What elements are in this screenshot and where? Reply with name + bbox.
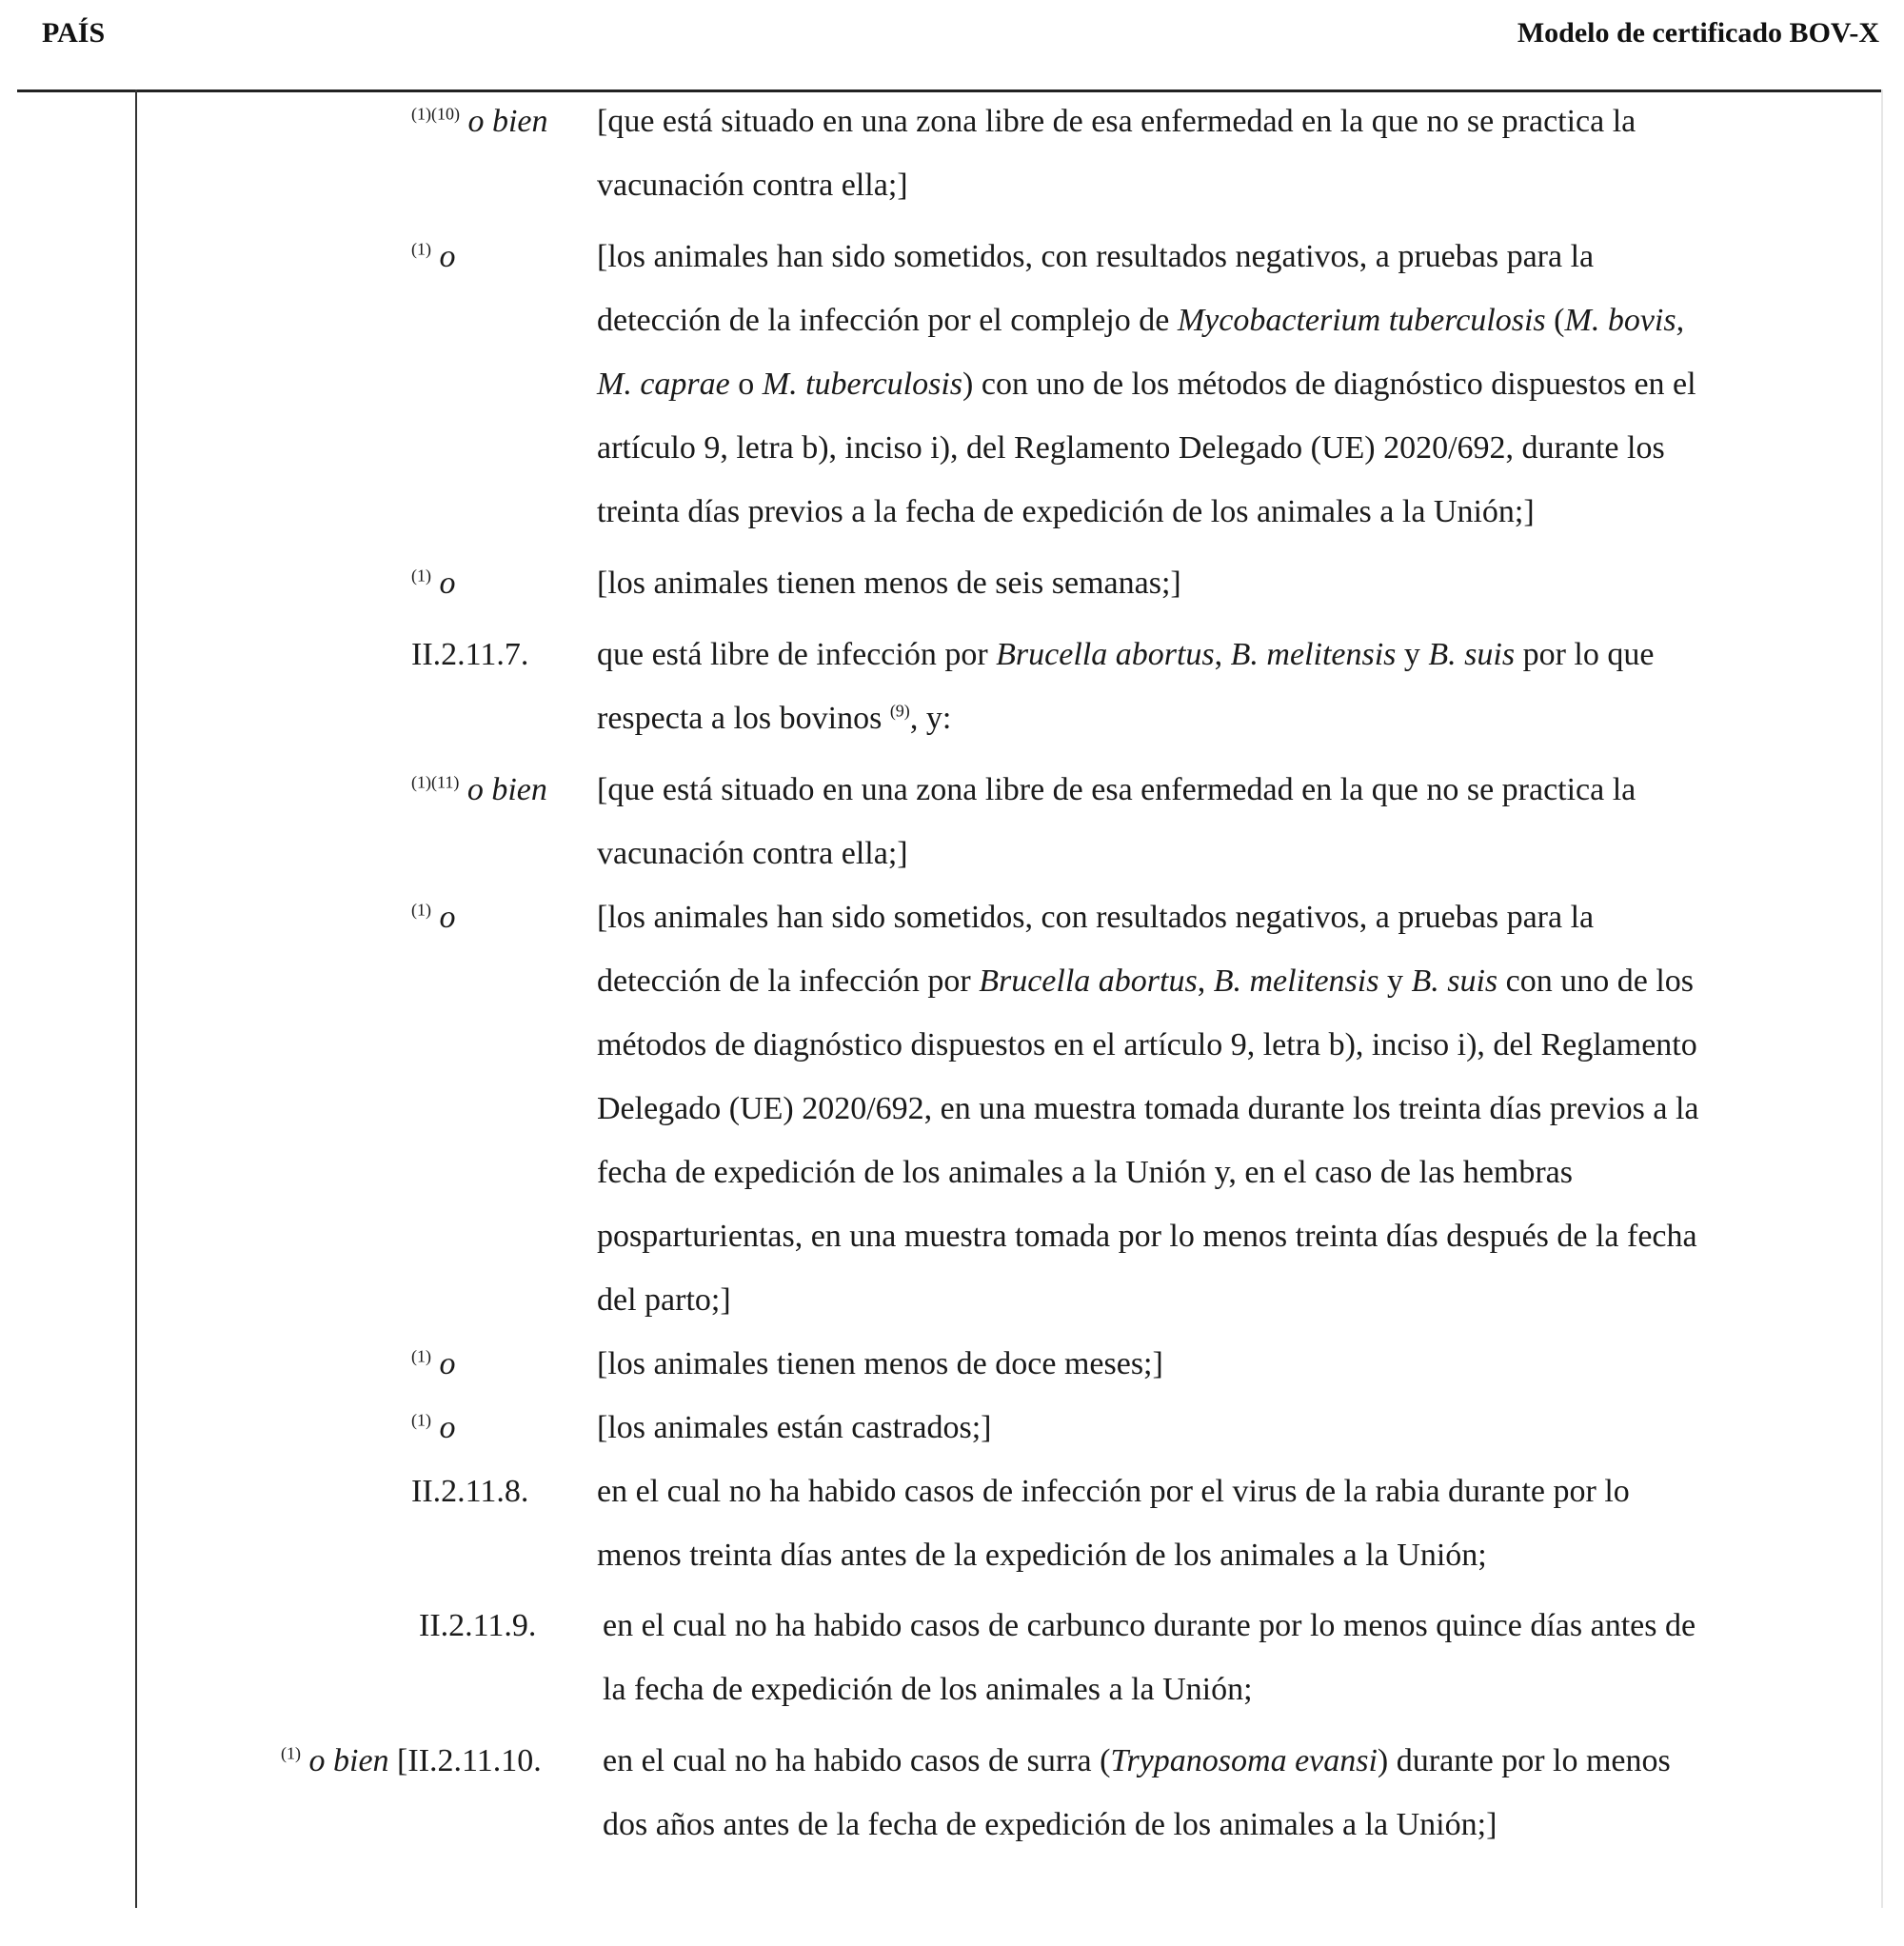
paragraph-line: treinta días previos a la fecha de expedición de los animales a la Unión;]: [597, 494, 1535, 529]
paragraph-line: métodos de diagnóstico dispuestos en el artículo 9, letra b), inciso i), del Reglamento: [597, 1027, 1697, 1062]
option-label: $^{(1)}$ o: [411, 239, 456, 274]
paragraph-line: [los animales tienen menos de doce meses;]: [597, 1346, 1163, 1381]
paragraph-line: [los animales tienen menos de seis semanas;]: [597, 566, 1181, 601]
paragraph-line: [los animales están castrados;]: [597, 1410, 992, 1445]
paragraph-line: fecha de expedición de los animales a la Unión y, en el caso de las hembras: [597, 1155, 1573, 1190]
option-label: $^{(1)}$ o bien [II.2.11.10.: [281, 1743, 542, 1778]
paragraph-line: vacunación contra ella;]: [597, 168, 908, 203]
option-label: $^{(1)}$ o: [411, 1346, 456, 1381]
paragraph-line: en el cual no ha habido casos de infección por el virus de la rabia durante por lo: [597, 1474, 1630, 1509]
paragraph-line: [que está situado en una zona libre de esa enfermedad en la que no se practica la: [597, 772, 1636, 807]
paragraph-line: en el cual no ha habido casos de carbunco durante por lo menos quince días antes de: [603, 1608, 1696, 1643]
table-left-column-border: [135, 89, 137, 1908]
section-number: II.2.11.8.: [411, 1474, 529, 1509]
paragraph-line: detección de la infección por Brucella abortus, B. melitensis y B. suis con uno de los: [597, 963, 1694, 999]
paragraph-line: en el cual no ha habido casos de surra (Trypanosoma evansi) durante por lo menos: [603, 1743, 1671, 1778]
option-label: $^{(1)(11)}$ o bien: [411, 772, 547, 807]
section-number: II.2.11.9.: [419, 1608, 537, 1643]
paragraph-line: detección de la infección por el complejo de Mycobacterium tuberculosis (M. bovis,: [597, 303, 1685, 338]
paragraph-line: vacunación contra ella;]: [597, 836, 908, 871]
paragraph-line: artículo 9, letra b), inciso i), del Reglamento Delegado (UE) 2020/692, durante los: [597, 430, 1665, 466]
paragraph-line: [que está situado en una zona libre de esa enfermedad en la que no se practica la: [597, 104, 1636, 139]
paragraph-line: posparturientas, en una muestra tomada por lo menos treinta días después de la fecha: [597, 1219, 1697, 1254]
section-number: II.2.11.7.: [411, 637, 529, 672]
paragraph-line: menos treinta días antes de la expedición de los animales a la Unión;: [597, 1538, 1487, 1573]
table-top-border: [17, 89, 1883, 92]
paragraph-line: [los animales han sido sometidos, con resultados negativos, a pruebas para la: [597, 900, 1595, 935]
option-label: $^{(1)}$ o: [411, 900, 456, 935]
option-label: $^{(1)}$ o: [411, 566, 456, 601]
paragraph-line: la fecha de expedición de los animales a la Unión;: [603, 1672, 1253, 1707]
paragraph-line: que está libre de infección por Brucella abortus, B. melitensis y B. suis por lo que: [597, 637, 1655, 672]
header-country: PAÍS: [42, 17, 106, 49]
paragraph-line: M. caprae o M. tuberculosis) con uno de los métodos de diagnóstico dispuestos en el: [597, 367, 1696, 402]
option-label: $^{(1)(10)}$ o bien: [411, 104, 548, 139]
paragraph-line: del parto;]: [597, 1282, 731, 1318]
option-label: $^{(1)}$ o: [411, 1410, 456, 1445]
paragraph-line: [los animales han sido sometidos, con resultados negativos, a pruebas para la: [597, 239, 1595, 274]
table-right-border: [1881, 89, 1883, 1908]
paragraph-line: respecta a los bovinos $^{(9)}$, y:: [597, 701, 952, 736]
paragraph-line: dos años antes de la fecha de expedición de los animales a la Unión;]: [603, 1807, 1497, 1842]
header-certificate-model: Modelo de certificado BOV-X: [1517, 17, 1879, 49]
paragraph-line: Delegado (UE) 2020/692, en una muestra tomada durante los treinta días previos a la: [597, 1091, 1699, 1126]
